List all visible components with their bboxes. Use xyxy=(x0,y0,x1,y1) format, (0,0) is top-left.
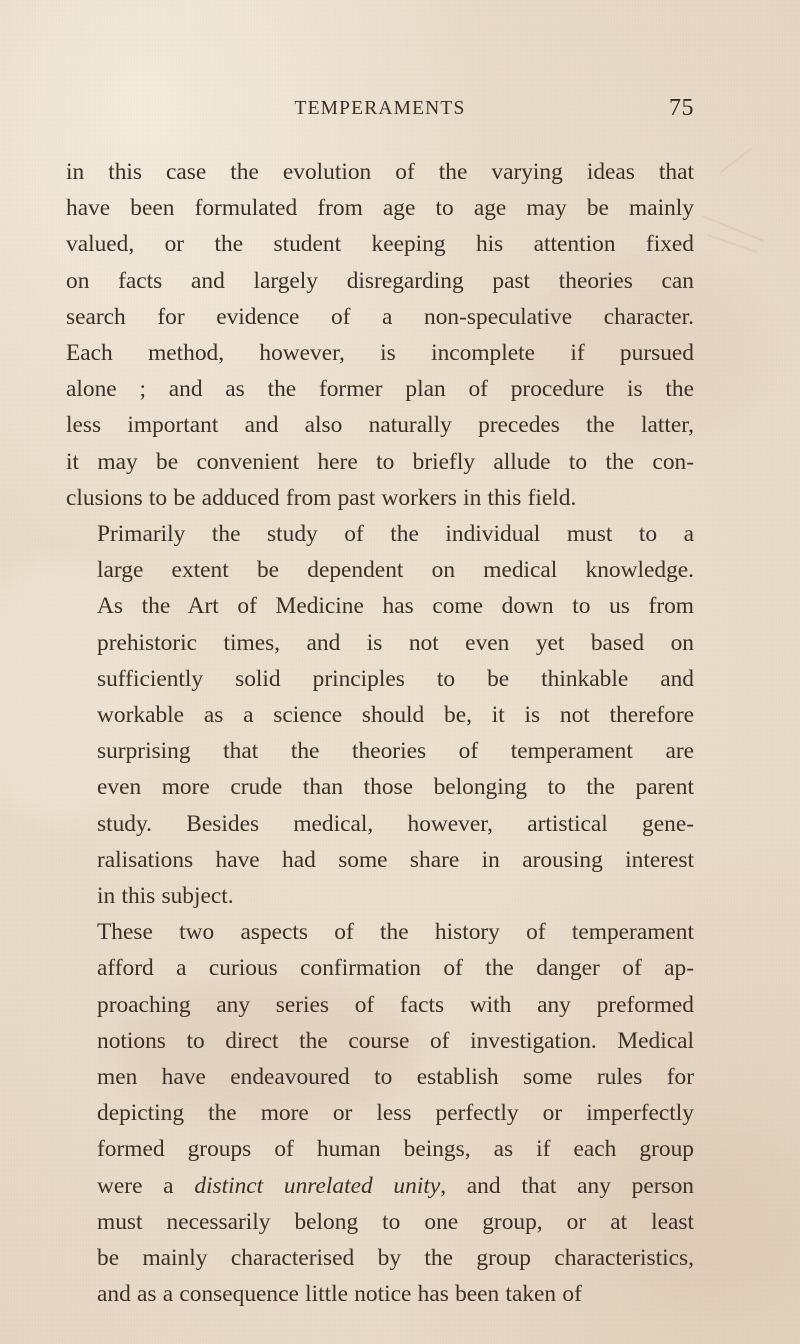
text-line: alone ; and as the former plan of procedure is the xyxy=(66,376,694,403)
text-line: workable as a science should be, it is not therefore xyxy=(97,702,694,729)
paragraph-container xyxy=(66,154,694,1313)
text-line: men have endeavoured to establish some rules for xyxy=(97,1064,694,1091)
body-paragraph xyxy=(66,914,694,1312)
text-line: notions to direct the course of investigation. Medical xyxy=(97,1027,694,1054)
text-line: it may be convenient here to briefly allude to the con- xyxy=(66,448,694,475)
text-line: valued, or the student keeping his attention fixed xyxy=(66,231,694,258)
text-line: These two aspects of the history of temperament xyxy=(97,919,694,946)
text-line: depicting the more or less perfectly or imperfectly xyxy=(97,1100,694,1127)
text-line: prehistoric times, and is not even yet based on xyxy=(97,629,694,656)
text-line: in this case the evolution of the varying ideas that xyxy=(66,159,694,185)
running-head-title: TEMPERAMENTS xyxy=(294,98,466,119)
paper-scratch xyxy=(720,148,752,173)
text-line: and as a consequence little notice has been taken of xyxy=(97,1281,582,1308)
text-line: must necessarily belong to one group, or at least xyxy=(97,1208,694,1235)
running-head xyxy=(66,95,694,128)
text-line: be mainly characterised by the group characteristics, xyxy=(97,1245,694,1272)
text-line: clusions to be adduced from past workers in this field. xyxy=(66,484,577,511)
text-line: have been formulated from age to age may be mainly xyxy=(66,195,694,222)
text-line: Primarily the study of the individual must to a xyxy=(97,521,694,548)
text-line: afford a curious confirmation of the danger of ap- xyxy=(97,955,694,982)
body-paragraph xyxy=(66,516,694,914)
text-line: on facts and largely disregarding past theories can xyxy=(66,267,694,294)
text-line: even more crude than those belonging to the parent xyxy=(97,774,694,801)
text-run: were a xyxy=(97,1172,195,1199)
text-line: study. Besides medical, however, artistical gene- xyxy=(97,810,694,837)
text-block xyxy=(66,95,694,1313)
text-line: less important and also naturally precedes the latter, xyxy=(66,412,694,439)
text-line: sufficiently solid principles to be thinkable and xyxy=(97,665,694,692)
text-line: formed groups of human beings, as if each group xyxy=(97,1136,694,1163)
italic-phrase: distinct unrelated unity xyxy=(194,1172,441,1199)
text-run: , and that any person xyxy=(440,1172,694,1199)
text-line: large extent be dependent on medical knowledge. xyxy=(97,557,694,584)
text-line: ralisations have had some share in arousing interest xyxy=(97,846,694,873)
text-line: in this subject. xyxy=(97,883,234,910)
text-line: proaching any series of facts with any preformed xyxy=(97,991,694,1018)
page-number: 75 xyxy=(669,95,694,121)
paper-scratch xyxy=(707,235,756,253)
body-paragraph xyxy=(66,154,694,516)
paper-scratch xyxy=(702,216,764,242)
text-line: surprising that the theories of temperament are xyxy=(97,738,694,765)
text-line: search for evidence of a non-speculative character. xyxy=(66,303,694,330)
text-line: Each method, however, is incomplete if pursued xyxy=(66,340,694,367)
text-line xyxy=(66,1168,694,1204)
text-line: As the Art of Medicine has come down to us from xyxy=(97,593,694,620)
